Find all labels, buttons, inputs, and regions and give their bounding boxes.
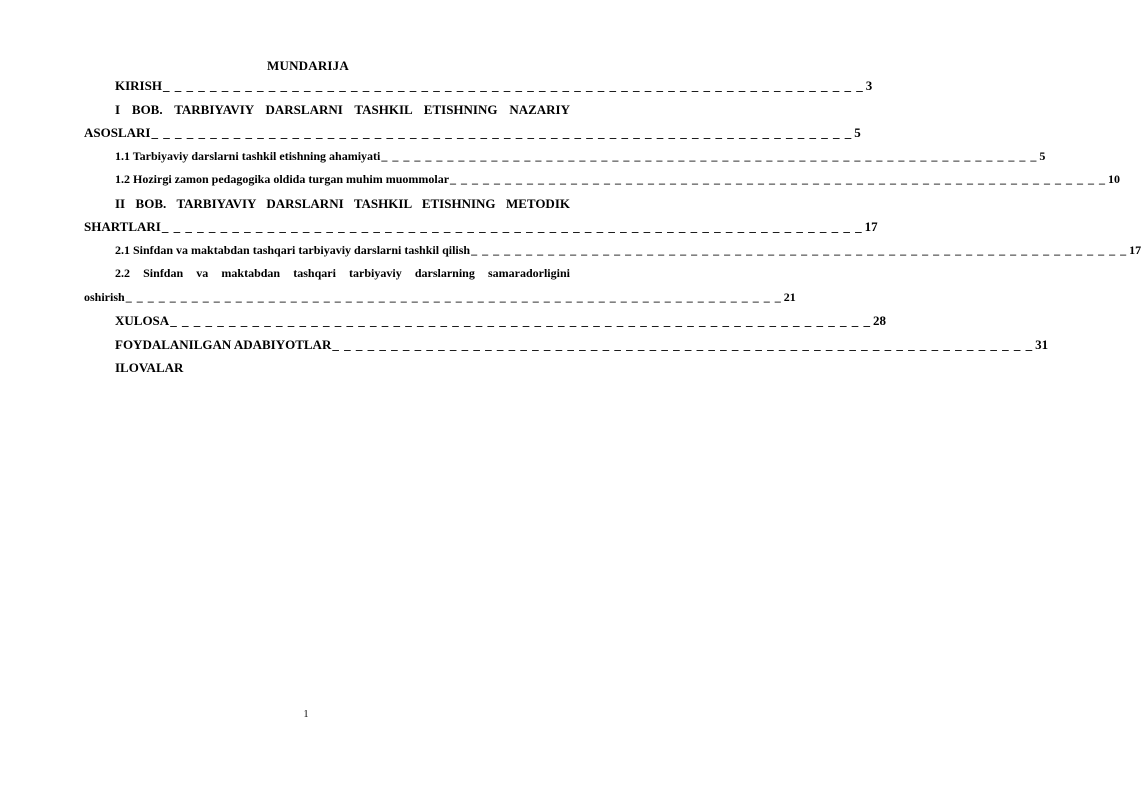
toc-entry-label: oshirish bbox=[84, 289, 125, 304]
toc-entry-page: 17 bbox=[1129, 242, 1141, 257]
toc-entry-label: FOYDALANILGAN ADABIYOTLAR bbox=[115, 336, 332, 352]
toc-entry-label: SHARTLARI bbox=[84, 219, 161, 234]
toc-entry-label: 2.1 Sinfdan va maktabdan tashqari tarbiyaviy darslarni tashkil qilish bbox=[115, 242, 471, 257]
toc-entry-label: 1.2 Hozirgi zamon pedagogika oldida turgan muhim muommolar bbox=[115, 172, 450, 186]
toc-entry-page: 31 bbox=[1035, 336, 1049, 352]
dotted-leader: _ _ _ _ _ _ _ _ _ _ _ _ _ _ _ _ _ _ _ _ _ _ _ _ _ _ _ _ _ _ _ _ _ _ _ _ _ _ _ _ _ _ _ _ _ _ _ _ _ _ _ _ _ _ _ _ _ _ _ _ bbox=[125, 289, 782, 304]
toc-entry-1-2 bbox=[84, 168, 1121, 192]
dotted-leader: _ _ _ _ _ _ _ _ _ _ _ _ _ _ _ _ _ _ _ _ _ _ _ _ _ _ _ _ _ _ _ _ _ _ _ _ _ _ _ _ _ _ _ _ _ _ _ _ _ _ _ _ _ _ _ _ _ _ _ _ bbox=[450, 172, 1107, 186]
table-of-contents bbox=[84, 74, 1141, 380]
toc-entry-page: 5 bbox=[854, 125, 861, 140]
toc-entry-bob2-line1: II BOB. TARBIYAVIY DARSLARNI TASHKIL ETISHNING METODIK bbox=[115, 195, 570, 211]
toc-entry-kirish bbox=[84, 74, 873, 98]
toc-entry-2-2-line2 bbox=[84, 286, 796, 310]
dotted-leader: _ _ _ _ _ _ _ _ _ _ _ _ _ _ _ _ _ _ _ _ _ _ _ _ _ _ _ _ _ _ _ _ _ _ _ _ _ _ _ _ _ _ _ _ _ _ _ _ _ _ _ _ _ _ _ _ _ _ _ _ bbox=[161, 219, 863, 234]
toc-entry-bob1-line2 bbox=[84, 121, 861, 145]
toc-entry-page: 28 bbox=[872, 313, 886, 328]
toc-entry-foydalanilgan bbox=[84, 333, 1049, 357]
toc-entry-2-1 bbox=[84, 239, 1141, 263]
toc-entry-label: KIRISH bbox=[115, 78, 162, 93]
toc-entry-page: 3 bbox=[865, 78, 873, 93]
toc-entry-page: 5 bbox=[1039, 148, 1046, 163]
toc-entry-page: 17 bbox=[864, 219, 878, 234]
toc-entry-label: ASOSLARI bbox=[84, 125, 151, 140]
dotted-leader: _ _ _ _ _ _ _ _ _ _ _ _ _ _ _ _ _ _ _ _ _ _ _ _ _ _ _ _ _ _ _ _ _ _ _ _ _ _ _ _ _ _ _ _ _ _ _ _ _ _ _ _ _ _ _ _ _ _ _ _ bbox=[162, 78, 864, 93]
toc-entry-bob1-line1: I BOB. TARBIYAVIY DARSLARNI TASHKIL ETISHNING NAZARIY bbox=[115, 101, 570, 117]
toc-entry-xulosa bbox=[84, 309, 886, 333]
toc-entry-label: 1.1 Tarbiyaviy darslarni tashkil etishning ahamiyati bbox=[115, 148, 381, 163]
toc-entry-2-2-line1: 2.2 Sinfdan va maktabdan tashqari tarbiyaviy darslarning samaradorligini bbox=[115, 266, 570, 280]
toc-entry-1-1 bbox=[84, 145, 1046, 169]
dotted-leader: _ _ _ _ _ _ _ _ _ _ _ _ _ _ _ _ _ _ _ _ _ _ _ _ _ _ _ _ _ _ _ _ _ _ _ _ _ _ _ _ _ _ _ _ _ _ _ _ _ _ _ _ _ _ _ _ _ _ _ _ bbox=[170, 313, 871, 328]
toc-entry-page: 21 bbox=[783, 289, 796, 304]
page-number: 1 bbox=[303, 709, 309, 720]
toc-entry-label: XULOSA bbox=[115, 313, 170, 328]
dotted-leader: _ _ _ _ _ _ _ _ _ _ _ _ _ _ _ _ _ _ _ _ _ _ _ _ _ _ _ _ _ _ _ _ _ _ _ _ _ _ _ _ _ _ _ _ _ _ _ _ _ _ _ _ _ _ _ _ _ _ _ _ bbox=[381, 148, 1038, 163]
toc-entry-bob2-line2 bbox=[84, 215, 878, 239]
dotted-leader: _ _ _ _ _ _ _ _ _ _ _ _ _ _ _ _ _ _ _ _ _ _ _ _ _ _ _ _ _ _ _ _ _ _ _ _ _ _ _ _ _ _ _ _ _ _ _ _ _ _ _ _ _ _ _ _ _ _ _ _ bbox=[332, 336, 1034, 352]
toc-entry-page: 10 bbox=[1108, 172, 1121, 186]
toc-title: MUNDARIJA bbox=[267, 58, 349, 73]
toc-entry-label: ILOVALAR bbox=[115, 360, 184, 375]
dotted-leader: _ _ _ _ _ _ _ _ _ _ _ _ _ _ _ _ _ _ _ _ _ _ _ _ _ _ _ _ _ _ _ _ _ _ _ _ _ _ _ _ _ _ _ _ _ _ _ _ _ _ _ _ _ _ _ _ _ _ _ _ bbox=[151, 125, 853, 140]
dotted-leader: _ _ _ _ _ _ _ _ _ _ _ _ _ _ _ _ _ _ _ _ _ _ _ _ _ _ _ _ _ _ _ _ _ _ _ _ _ _ _ _ _ _ _ _ _ _ _ _ _ _ _ _ _ _ _ _ _ _ _ _ bbox=[471, 242, 1128, 257]
toc-entry-ilovalar bbox=[84, 356, 570, 380]
